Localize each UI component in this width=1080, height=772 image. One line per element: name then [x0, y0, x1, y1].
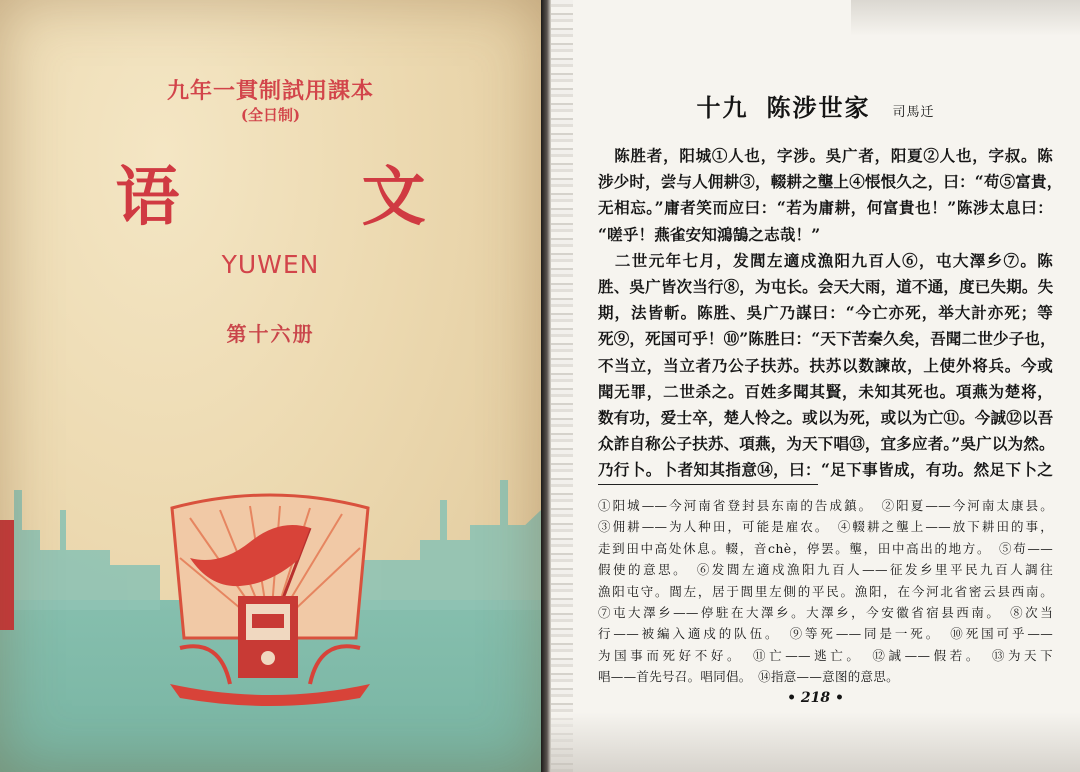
lesson-number: 十九 [696, 93, 749, 122]
scan-noise-top [851, 0, 1080, 36]
body-line: 聞无罪，二世杀之。百姓多聞其賢，未知其死也。項燕为楚将， [598, 381, 1053, 401]
footnote-divider [598, 484, 818, 485]
body-line: 二世元年七月，发閭左適戍漁阳九百人⑥，屯大澤乡⑦。陈 [598, 250, 1053, 270]
lesson-author: 司馬迁 [892, 105, 935, 120]
body-line: 数有功，爱士卒，楚人怜之。或以为死，或以为亡⑪。今誠⑫以吾 [598, 407, 1054, 427]
book-gutter [541, 0, 551, 772]
footnote-line: ③佣耕——为人种田，可能是雇农。 ④輟耕之壟上——放下耕田的事， [598, 519, 1053, 535]
body-line: 众詐自称公子扶苏、項燕，为天下唱⑬，宜多应者。”吳广以为然。 [598, 434, 1055, 454]
cover-series-title: 九年一貫制試用課本 [166, 78, 374, 104]
cover-pinyin: YUWEN [221, 250, 320, 279]
footnote-line: ①阳城——今河南省登封县东南的告成鎮。 ②阳夏——今河南太康县。 [598, 498, 1053, 513]
body-line: 乃行卜。卜者知其指意⑭，曰：“足下事皆成，有功。然足下卜之 [598, 460, 1053, 480]
flag-book-emblem [160, 488, 380, 708]
footnote-line: ⑦屯大澤乡——停駐在大澤乡。大澤乡，今安徽省宿县西南。 ⑧次当 [598, 604, 1053, 620]
body-line: 不当立，当立者乃公子扶苏。扶苏以数諫故，上使外将兵。今或 [598, 355, 1053, 375]
cover-volume: 第十六册 [226, 322, 315, 346]
body-line: 无相忘。”庸者笑而应曰：“若为庸耕，何富貴也！”陈涉太息曰： [598, 198, 1053, 218]
cover-red-strip [0, 520, 14, 630]
footnote-line: 唱——首先号召。唱同倡。 ⑭指意——意图的意思。 [598, 669, 899, 685]
lesson-title: 陈涉世家 [766, 93, 871, 122]
body-line: 胜、吳广皆次当行⑧，为屯长。会天大雨，道不通，度已失期。失 [598, 276, 1054, 296]
body-line: 期，法皆斬。陈胜、吳广乃謀曰：“今亡亦死，举大計亦死；等 [598, 303, 1053, 323]
footnotes [598, 496, 1053, 689]
text-page [551, 0, 1080, 772]
page-number: • 218 • [787, 690, 844, 706]
footnote-line: 假使的意思。 ⑥发閭左適戍漁阳九百人——征发乡里平民九百人調往 [598, 562, 1053, 578]
cover-schedule-label: (全日制) [240, 106, 301, 124]
footnote-line: 为国事而死好不好。 ⑪亡——逃亡。 ⑫誠——假若。 ⑬为天下 [598, 647, 1053, 663]
footnote-line: 行——被編入適戍的队伍。 ⑨等死——同是一死。 ⑩死国可乎—— [598, 626, 1053, 642]
footnote-line: 漁阳屯守。閭左，居于閭里左側的平民。漁阳，在今河北省密云县西南。 [598, 583, 1053, 599]
body-line: 陈胜者，阳城①人也，字涉。吳广者，阳夏②人也，字叔。陈 [598, 146, 1053, 165]
body-line: “嗟乎！燕雀安知鴻鵠之志哉！” [598, 224, 821, 244]
footnote-line: 走到田中高处休息。輟，音chè，停罢。壟，田中高出的地方。 ⑤苟—— [598, 540, 1053, 556]
scan-noise-bottom [551, 712, 1080, 772]
lesson-body [598, 144, 1063, 484]
body-line: 涉少时，尝与人佣耕③，輟耕之壟上④悵恨久之，曰：“苟⑤富貴， [598, 172, 1063, 192]
cover-title: 语 文 [115, 160, 506, 235]
lesson-heading [551, 88, 1080, 123]
body-line: 死⑨，死国可乎！⑩”陈胜曰：“天下苦秦久矣，吾聞二世少子也， [598, 329, 1056, 349]
